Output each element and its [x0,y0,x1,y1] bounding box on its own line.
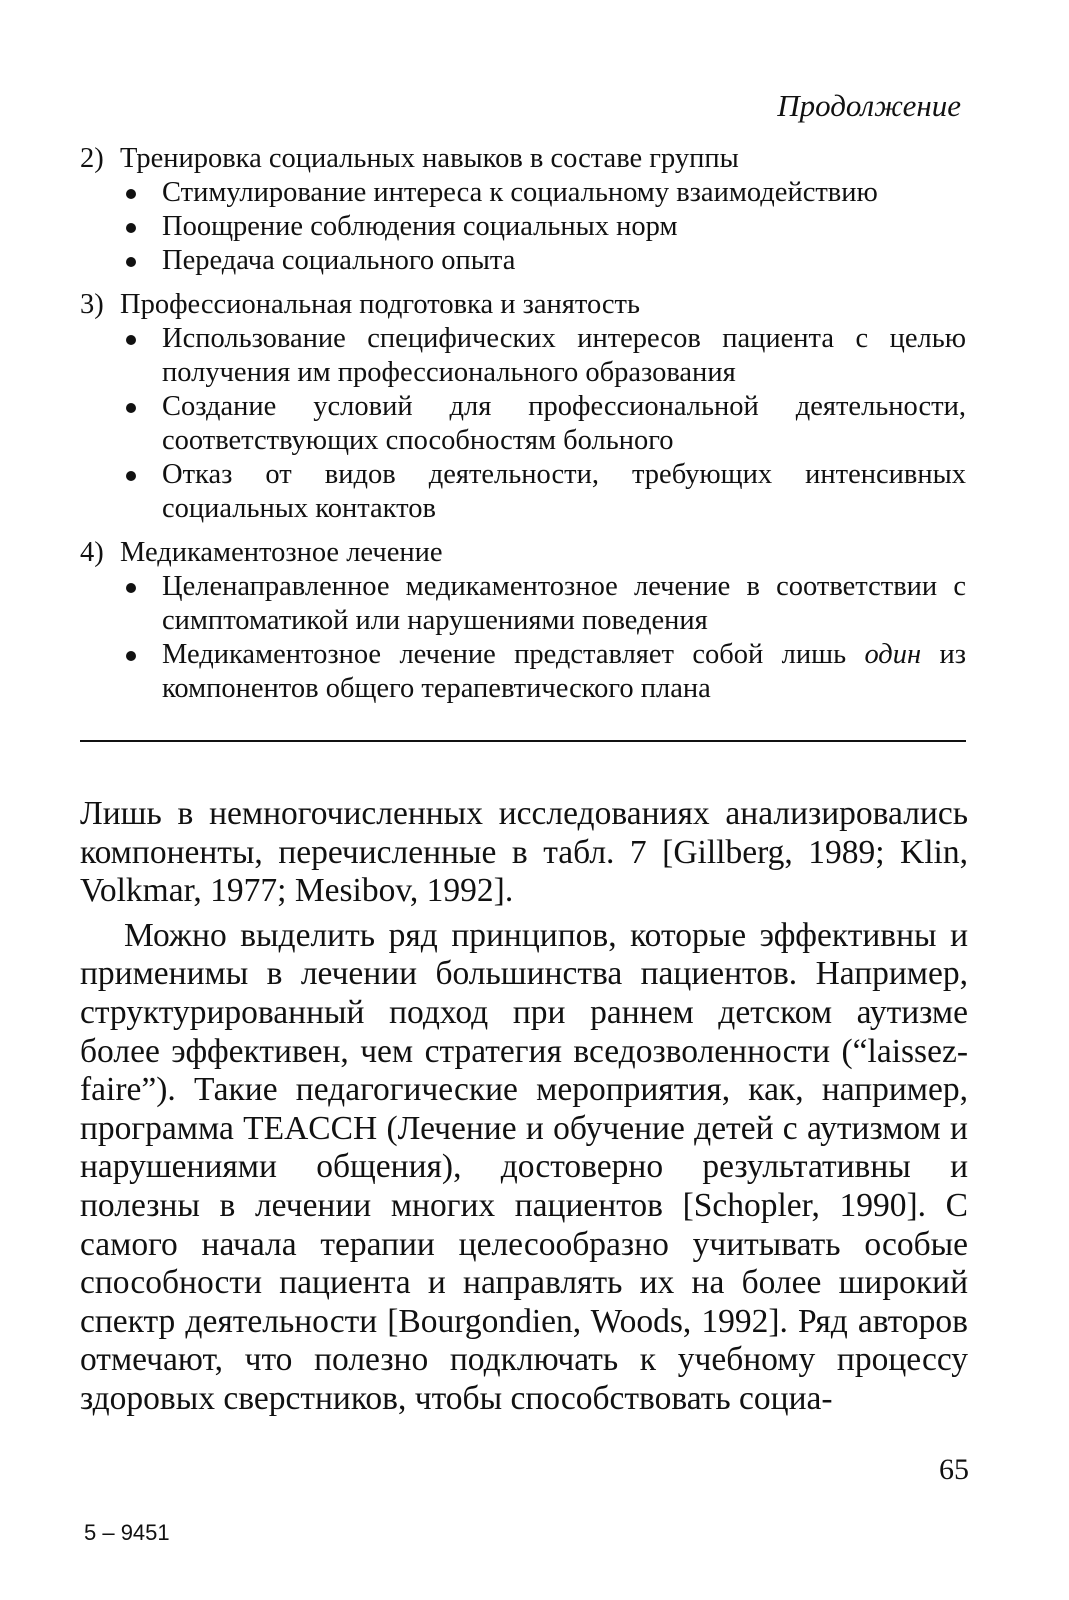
bullet-icon [126,583,136,593]
list-item [120,210,966,244]
paragraph: Можно выделить ряд принципов, которые эффективны и применимы в лечении большинства пациентов. Например, структурированный подход при раннем детском аутизме более эффективен, чем стратегия вседозволенности (“laissez-faire”). Такие педагогические мероприятия, как, например, программа TEACCH (Лечение и обучение детей с аутизмом и нарушениями общения), достоверно результативны и полезны в лечении многих пациентов [Schopler, 1990]. С самого начала терапии целесообразно учитывать особые способности пациента и направлять их на более широкий спектр деятельности [Bourgondien, Woods, 1992]. Ряд авторов отмечают, что полезно подключать к учебному процессу здоровых сверстников, чтобы способствовать социа- [80,916,968,1417]
section-3 [80,288,966,526]
section-title-text: Медикаментозное лечение [120,537,443,568]
section-title-text: Тренировка социальных навыков в составе группы [120,143,739,174]
section-title-text: Профессиональная подготовка и занятость [120,289,641,320]
bullet-list [80,176,966,278]
list-item [120,570,966,638]
list-item-text: Использование специфических интересов пациента с целью получения им профессионального образования [162,323,966,388]
body-text [80,795,968,1419]
emphasis-text: один [864,639,922,670]
bullet-icon [126,189,136,199]
page-number: 65 [939,1453,969,1486]
bullet-list [80,570,966,706]
bullet-icon [126,403,136,413]
list-item [120,244,966,278]
bullet-list [80,322,966,526]
bullet-icon [126,651,136,661]
section-2 [80,142,966,278]
list-item-text: Медикаментозное лечение представляет собой лишь [162,639,865,670]
section-number: 3) [80,289,104,320]
list-item [120,458,966,526]
continuation-label: Продолжение [777,88,961,123]
section-number: 4) [80,537,104,568]
list-item-text: Передача социального опыта [162,245,516,276]
list-item-text: Отказ от видов деятельности, требующих интенсивных социальных контактов [162,459,966,524]
table-bottom-rule [80,740,966,742]
list-item-text: Создание условий для профессиональной деятельности, соответствующих способностям больного [162,391,966,456]
section-title [80,536,966,570]
list-item [120,390,966,458]
list-item [120,322,966,390]
table-continuation [80,142,966,716]
bullet-icon [126,335,136,345]
list-item-text: Целенаправленное медикаментозное лечение в соответствии с симптоматикой или нарушениями поведения [162,571,966,636]
section-number: 2) [80,143,104,174]
bullet-icon [126,471,136,481]
list-item-text: Стимулирование интереса к социальному взаимодействию [162,177,878,208]
list-item-text: Поощрение соблюдения социальных норм [162,211,678,242]
section-title [80,142,966,176]
bullet-icon [126,223,136,233]
list-item-text: из компонентов общего терапевтического плана [162,639,967,704]
signature-mark: 5 – 9451 [84,1520,170,1545]
list-item [120,176,966,210]
section-4 [80,536,966,706]
list-item [120,638,966,706]
bullet-icon [126,257,136,267]
section-title [80,288,966,322]
paragraph: Лишь в немногочисленных исследованиях анализировались компоненты, перечисленные в табл. 7 [Gillberg, 1989; Klin, Volkmar, 1977; Mesibov, 1992]. [80,795,968,910]
